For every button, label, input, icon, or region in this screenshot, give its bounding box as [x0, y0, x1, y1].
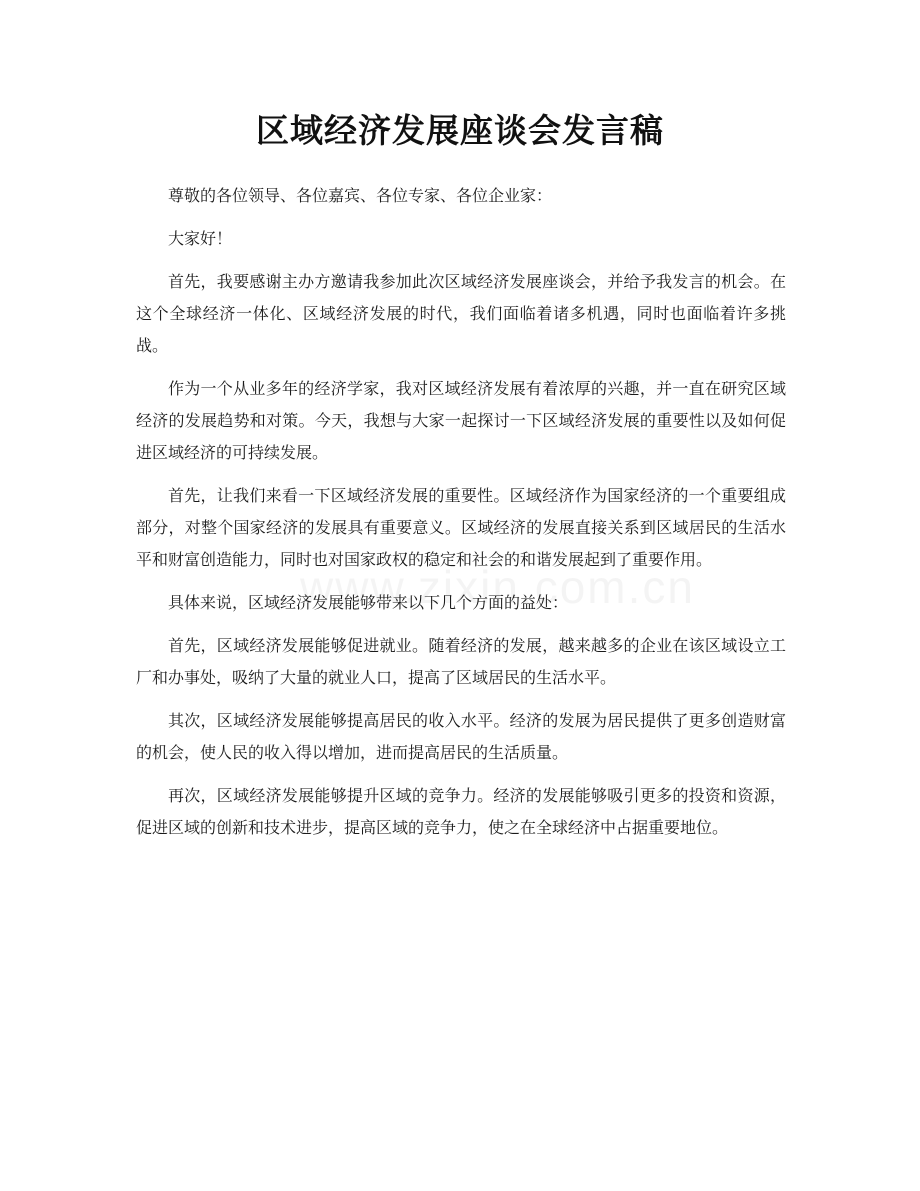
paragraph: 其次，区域经济发展能够提高居民的收入水平。经济的发展为居民提供了更多创造财富的机会，使人民的收入得以增加，进而提高居民的生活质量。 — [136, 711, 786, 762]
paragraph: 首先，区域经济发展能够促进就业。随着经济的发展，越来越多的企业在该区域设立工厂和办事处，吸纳了大量的就业人口，提高了区域居民的生活水平。 — [136, 636, 786, 687]
document-body — [136, 180, 786, 855]
paragraph: 具体来说，区域经济发展能够带来以下几个方面的益处： — [168, 593, 569, 612]
paragraph: 作为一个从业多年的经济学家，我对区域经济发展有着浓厚的兴趣，并一直在研究区域经济的发展趋势和对策。今天，我想与大家一起探讨一下区域经济发展的重要性以及如何促进区域经济的可持续发展。 — [136, 379, 786, 462]
paragraph: 首先，我要感谢主办方邀请我参加此次区域经济发展座谈会，并给予我发言的机会。在这个全球经济一体化、区域经济发展的时代，我们面临着诸多机遇，同时也面临着许多挑战。 — [136, 272, 786, 355]
document-title: 区域经济发展座谈会发言稿 — [256, 111, 664, 150]
paragraph: 再次，区域经济发展能够提升区域的竞争力。经济的发展能够吸引更多的投资和资源，促进区域的创新和技术进步，提高区域的竞争力，使之在全球经济中占据重要地位。 — [136, 786, 786, 837]
paragraph-salutation: 尊敬的各位领导、各位嘉宾、各位专家、各位企业家： — [168, 186, 553, 205]
paragraph-greeting: 大家好！ — [168, 229, 233, 248]
paragraph: 首先，让我们来看一下区域经济发展的重要性。区域经济作为国家经济的一个重要组成部分，对整个国家经济的发展具有重要意义。区域经济的发展直接关系到区域居民的生活水平和财富创造能力，同时也对国家政权的稳定和社会的和谐发展起到了重要作用。 — [136, 486, 786, 569]
